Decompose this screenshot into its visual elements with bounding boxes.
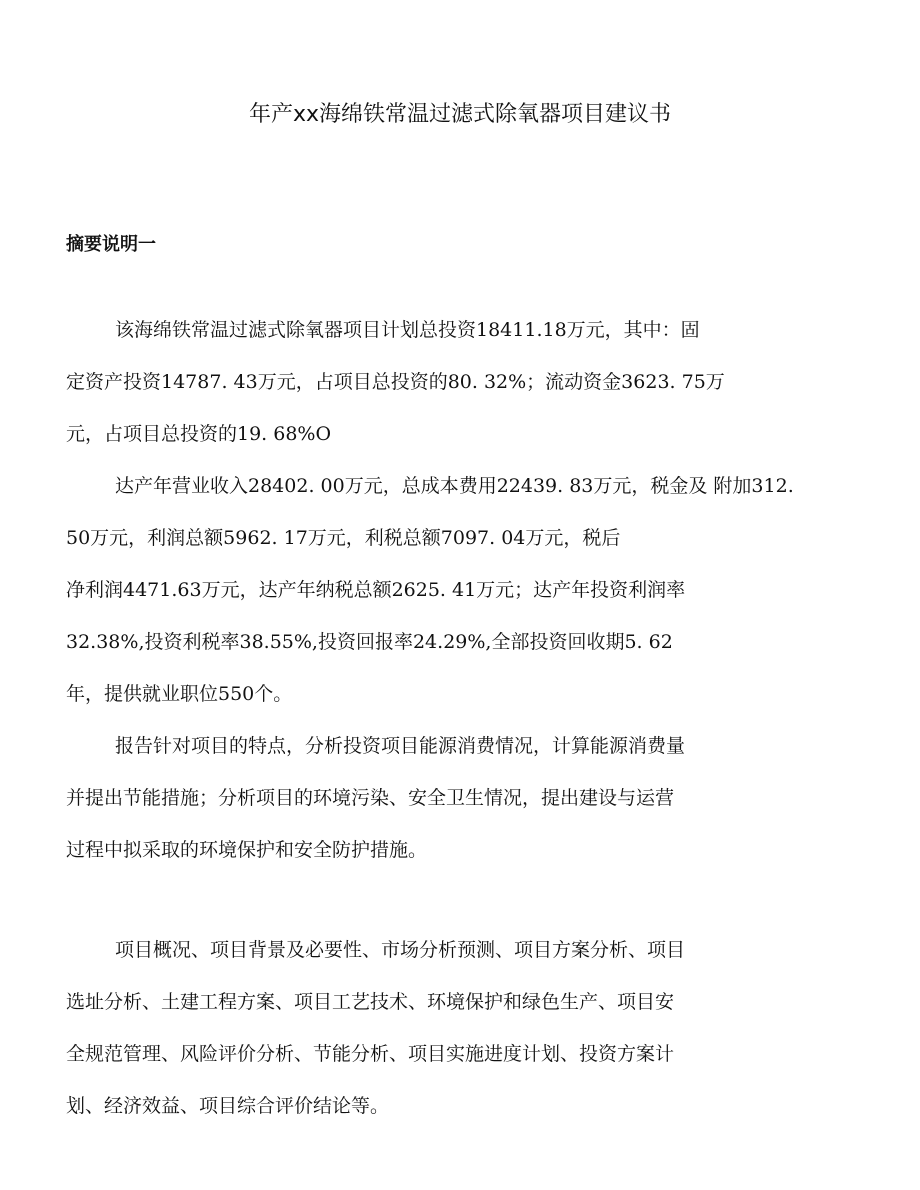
paragraph-line: 净利润4471.63万元，达产年纳税总额2625. 41万元；达产年投资利润率 [66, 579, 686, 601]
paragraph-line: 年，提供就业职位550个。 [66, 683, 293, 705]
section-heading: 摘要说明一 [66, 234, 156, 255]
paragraph-line: 全规范管理、风险评价分析、节能分析、项目实施进度计划、投资方案计 [66, 1043, 675, 1065]
paragraph-line: 项目概况、项目背景及必要性、市场分析预测、项目方案分析、项目 [115, 939, 686, 961]
paragraph-line: 50万元，利润总额5962. 17万元，利税总额7097. 04万元，税后 [66, 527, 621, 549]
paragraph-line: 并提出节能措施；分析项目的环境污染、安全卫生情况，提出建设与运营 [66, 787, 675, 809]
paragraph-line: 报告针对项目的特点，分析投资项目能源消费情况，计算能源消费量 [115, 735, 686, 757]
document-title: 年产xx海绵铁常温过滤式除氧器项目建议书 [248, 102, 672, 127]
paragraph-line: 该海绵铁常温过滤式除氧器项目计划总投资18411.18万元，其中：固 [115, 319, 700, 341]
paragraph-line: 元，占项目总投资的19. 68%O [66, 423, 332, 445]
paragraph-line: 32.38%,投资利税率38.55%,投资回报率24.29%,全部投资回收期5. 62 [66, 631, 673, 653]
paragraph-line: 达产年营业收入28402. 00万元，总成本费用22439. 83万元，税金及 附加312. [115, 475, 794, 497]
paragraph-line: 过程中拟采取的环境保护和安全防护措施。 [66, 839, 428, 861]
paragraph-line: 定资产投资14787. 43万元，占项目总投资的80. 32%；流动资金3623. 75万 [66, 371, 725, 393]
paragraph-line: 划、经济效益、项目综合评价结论等。 [66, 1095, 390, 1117]
paragraph-line: 选址分析、土建工程方案、项目工艺技术、环境保护和绿色生产、项目安 [66, 991, 675, 1013]
